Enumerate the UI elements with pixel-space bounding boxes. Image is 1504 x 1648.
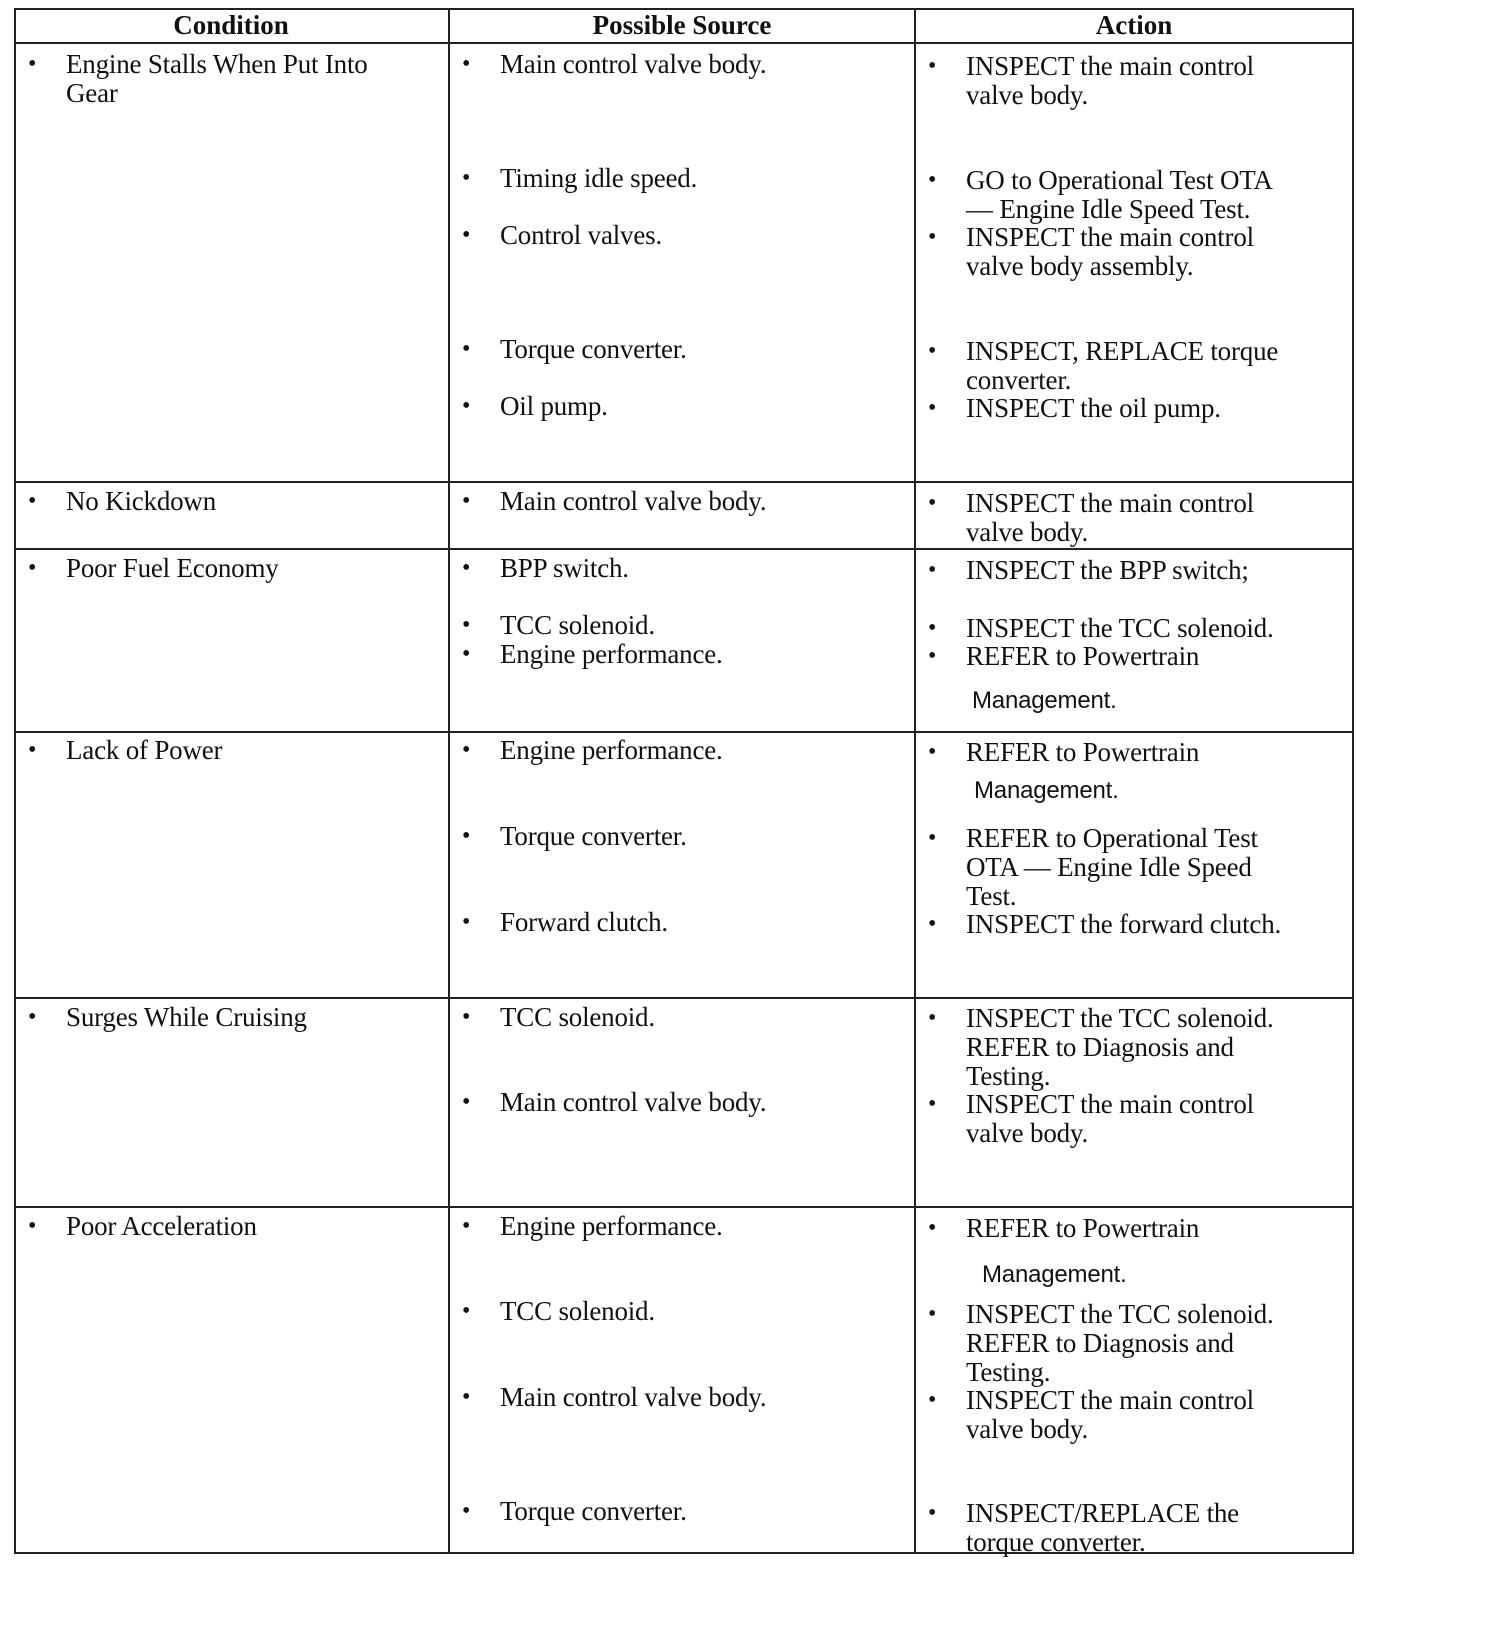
bullet-icon: • bbox=[928, 167, 937, 193]
action-item bbox=[928, 1386, 1348, 1444]
action-item-text: valve body. bbox=[966, 1118, 1089, 1148]
source-item-text: TCC solenoid. bbox=[500, 1296, 655, 1326]
bullet-icon: • bbox=[462, 612, 471, 638]
action-item-text: valve body assembly. bbox=[966, 251, 1194, 281]
source-item bbox=[462, 640, 902, 669]
action-item-text: INSPECT the BPP switch; bbox=[966, 555, 1249, 585]
source-item bbox=[462, 1212, 902, 1241]
source-item-text: TCC solenoid. bbox=[500, 610, 655, 640]
header-condition: Condition bbox=[173, 10, 289, 40]
condition-cell bbox=[28, 1212, 438, 1241]
bullet-icon: • bbox=[928, 911, 937, 937]
action-item bbox=[928, 556, 1348, 585]
action-item bbox=[928, 1214, 1348, 1243]
source-item bbox=[462, 611, 902, 640]
action-item-text: Testing. bbox=[966, 1357, 1051, 1387]
source-item bbox=[462, 736, 902, 765]
table-rule bbox=[14, 1206, 1354, 1208]
action-item bbox=[928, 489, 1348, 547]
action-item-text: Testing. bbox=[966, 1061, 1051, 1091]
action-item-text: INSPECT, REPLACE torque bbox=[966, 336, 1279, 366]
action-item bbox=[928, 1499, 1348, 1557]
table-rule bbox=[448, 8, 450, 1554]
source-item-text: Torque converter. bbox=[500, 821, 687, 851]
source-item-text: Oil pump. bbox=[500, 391, 608, 421]
bullet-icon: • bbox=[928, 1091, 937, 1117]
action-item-text: OTA — Engine Idle Speed bbox=[966, 852, 1252, 882]
bullet-icon: • bbox=[462, 488, 471, 514]
condition-cell-text: No Kickdown bbox=[66, 486, 217, 516]
action-item bbox=[928, 223, 1348, 281]
action-item-text: GO to Operational Test OTA bbox=[966, 165, 1273, 195]
bullet-icon: • bbox=[928, 1500, 937, 1526]
action-item-text: Test. bbox=[966, 881, 1017, 911]
condition-cell-text: Gear bbox=[66, 78, 118, 108]
source-item-text: Forward clutch. bbox=[500, 907, 668, 937]
action-item bbox=[928, 337, 1348, 395]
bullet-icon: • bbox=[462, 909, 471, 935]
condition-cell-text: Surges While Cruising bbox=[66, 1002, 307, 1032]
bullet-icon: • bbox=[28, 1213, 37, 1239]
action-management-note: Management. bbox=[982, 1261, 1127, 1288]
source-item-text: Timing idle speed. bbox=[500, 163, 698, 193]
bullet-icon: • bbox=[462, 393, 471, 419]
bullet-icon: • bbox=[928, 825, 937, 851]
source-item-text: Control valves. bbox=[500, 220, 662, 250]
bullet-icon: • bbox=[928, 643, 937, 669]
table-rule bbox=[14, 42, 1354, 44]
source-item-text: Engine performance. bbox=[500, 735, 723, 765]
action-item bbox=[928, 738, 1348, 767]
action-item-text: REFER to Powertrain bbox=[966, 737, 1200, 767]
action-item-text: INSPECT/REPLACE the bbox=[966, 1498, 1239, 1528]
action-item bbox=[928, 910, 1348, 939]
source-item bbox=[462, 1297, 902, 1326]
action-item bbox=[928, 1090, 1348, 1148]
condition-cell-text: Engine Stalls When Put Into bbox=[66, 49, 368, 79]
source-item-text: Torque converter. bbox=[500, 334, 687, 364]
action-item bbox=[928, 394, 1348, 423]
source-item-text: Main control valve body. bbox=[500, 486, 767, 516]
bullet-icon: • bbox=[462, 336, 471, 362]
bullet-icon: • bbox=[928, 338, 937, 364]
action-management-note: Management. bbox=[974, 777, 1119, 804]
condition-cell bbox=[28, 736, 438, 765]
source-item-text: Engine performance. bbox=[500, 1211, 723, 1241]
condition-cell bbox=[28, 554, 438, 583]
bullet-icon: • bbox=[928, 1387, 937, 1413]
bullet-icon: • bbox=[928, 557, 937, 583]
action-item-text: INSPECT the main control bbox=[966, 1089, 1254, 1119]
source-item bbox=[462, 335, 902, 364]
source-item bbox=[462, 908, 902, 937]
bullet-icon: • bbox=[462, 737, 471, 763]
table-rule bbox=[14, 548, 1354, 550]
action-item-text: REFER to Operational Test bbox=[966, 823, 1258, 853]
action-item bbox=[928, 52, 1348, 110]
bullet-icon: • bbox=[928, 53, 937, 79]
source-item bbox=[462, 1003, 902, 1032]
bullet-icon: • bbox=[462, 222, 471, 248]
action-item-text: valve body. bbox=[966, 1414, 1089, 1444]
source-item bbox=[462, 487, 902, 516]
bullet-icon: • bbox=[462, 1089, 471, 1115]
table-rule bbox=[914, 8, 916, 1554]
bullet-icon: • bbox=[462, 641, 471, 667]
action-item-text: INSPECT the main control bbox=[966, 222, 1254, 252]
bullet-icon: • bbox=[462, 555, 471, 581]
action-item bbox=[928, 1300, 1348, 1387]
bullet-icon: • bbox=[462, 165, 471, 191]
action-item-text: torque converter. bbox=[966, 1527, 1146, 1557]
condition-cell-text: Lack of Power bbox=[66, 735, 223, 765]
bullet-icon: • bbox=[462, 51, 471, 77]
action-item-text: — Engine Idle Speed Test. bbox=[966, 194, 1251, 224]
condition-cell-text: Poor Acceleration bbox=[66, 1211, 257, 1241]
action-item-text: INSPECT the main control bbox=[966, 1385, 1254, 1415]
action-management-note: Management. bbox=[972, 687, 1117, 714]
bullet-icon: • bbox=[928, 1215, 937, 1241]
source-item bbox=[462, 392, 902, 421]
bullet-icon: • bbox=[462, 1004, 471, 1030]
action-item bbox=[928, 614, 1348, 643]
source-item-text: BPP switch. bbox=[500, 553, 629, 583]
bullet-icon: • bbox=[928, 1005, 937, 1031]
source-item-text: Main control valve body. bbox=[500, 49, 767, 79]
bullet-icon: • bbox=[928, 1301, 937, 1327]
bullet-icon: • bbox=[462, 823, 471, 849]
table-rule bbox=[1352, 8, 1354, 1554]
header-action: Action bbox=[1095, 10, 1173, 40]
action-item-text: REFER to Diagnosis and bbox=[966, 1328, 1234, 1358]
table-rule bbox=[14, 8, 16, 1554]
condition-cell bbox=[28, 487, 438, 516]
condition-cell bbox=[28, 1003, 438, 1032]
action-item-text: INSPECT the TCC solenoid. bbox=[966, 1003, 1274, 1033]
action-item-text: INSPECT the main control bbox=[966, 488, 1254, 518]
bullet-icon: • bbox=[28, 555, 37, 581]
source-item bbox=[462, 221, 902, 250]
action-item-text: INSPECT the TCC solenoid. bbox=[966, 613, 1274, 643]
source-item-text: TCC solenoid. bbox=[500, 1002, 655, 1032]
bullet-icon: • bbox=[928, 615, 937, 641]
bullet-icon: • bbox=[462, 1213, 471, 1239]
bullet-icon: • bbox=[462, 1384, 471, 1410]
source-item-text: Main control valve body. bbox=[500, 1382, 767, 1412]
source-item bbox=[462, 1088, 902, 1117]
table-rule bbox=[14, 731, 1354, 733]
action-item-text: INSPECT the forward clutch. bbox=[966, 909, 1282, 939]
bullet-icon: • bbox=[28, 1004, 37, 1030]
bullet-icon: • bbox=[928, 224, 937, 250]
bullet-icon: • bbox=[28, 737, 37, 763]
action-item-text: converter. bbox=[966, 365, 1072, 395]
bullet-icon: • bbox=[928, 490, 937, 516]
action-item bbox=[928, 824, 1348, 911]
table-rule bbox=[14, 997, 1354, 999]
action-item-text: REFER to Powertrain bbox=[966, 1213, 1200, 1243]
source-item-text: Engine performance. bbox=[500, 639, 723, 669]
table-rule bbox=[14, 8, 1354, 10]
condition-cell bbox=[28, 50, 438, 108]
source-item-text: Main control valve body. bbox=[500, 1087, 767, 1117]
action-item-text: valve body. bbox=[966, 517, 1089, 547]
source-item bbox=[462, 50, 902, 79]
bullet-icon: • bbox=[928, 739, 937, 765]
bullet-icon: • bbox=[462, 1298, 471, 1324]
action-item-text: INSPECT the TCC solenoid. bbox=[966, 1299, 1274, 1329]
source-item bbox=[462, 554, 902, 583]
action-item bbox=[928, 1004, 1348, 1091]
table-rule bbox=[14, 481, 1354, 483]
source-item bbox=[462, 822, 902, 851]
action-item bbox=[928, 166, 1348, 224]
bullet-icon: • bbox=[28, 51, 37, 77]
action-item bbox=[928, 642, 1348, 671]
source-item bbox=[462, 164, 902, 193]
source-item bbox=[462, 1383, 902, 1412]
action-item-text: INSPECT the oil pump. bbox=[966, 393, 1221, 423]
bullet-icon: • bbox=[462, 1498, 471, 1524]
bullet-icon: • bbox=[28, 488, 37, 514]
header-possible-source: Possible Source bbox=[592, 10, 772, 40]
condition-cell-text: Poor Fuel Economy bbox=[66, 553, 279, 583]
action-item-text: valve body. bbox=[966, 80, 1089, 110]
action-item-text: REFER to Diagnosis and bbox=[966, 1032, 1234, 1062]
action-item-text: INSPECT the main control bbox=[966, 51, 1254, 81]
bullet-icon: • bbox=[928, 395, 937, 421]
source-item-text: Torque converter. bbox=[500, 1496, 687, 1526]
source-item bbox=[462, 1497, 902, 1526]
action-item-text: REFER to Powertrain bbox=[966, 641, 1200, 671]
